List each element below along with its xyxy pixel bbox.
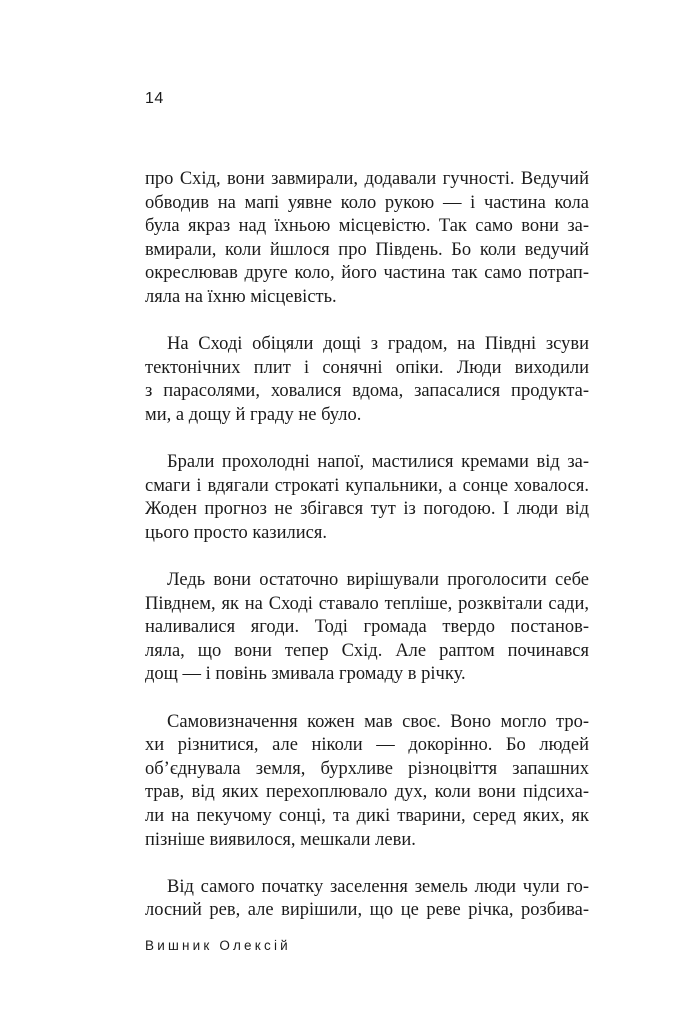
- text-line: з парасолями, ховалися вдома, запасалися продукта-: [145, 381, 589, 402]
- text-line: ляла на їхню місцевість.: [145, 286, 337, 307]
- text-line: трав, від яких перехоплювало дух, коли вони підсиха-: [145, 782, 589, 803]
- text-line: На Сході обіцяли дощі з градом, на Півдні зсуви: [167, 334, 589, 355]
- text-line: пізніше виявилося, мешкали леви.: [145, 829, 416, 850]
- text-line: Півднем, як на Сході ставало тепліше, розквітали сади,: [145, 593, 589, 614]
- text-line: була якраз над їхньою місцевістю. Так само вони за-: [145, 216, 589, 237]
- text-line: лосний рев, але вирішили, що це реве річка, розбива-: [145, 900, 589, 921]
- text-line: Брали прохолодні напої, мастилися кремами від за-: [167, 452, 589, 473]
- text-line: дощ — і повінь змивала громаду в річку.: [145, 664, 466, 685]
- text-line: ли на пекучому сонці, та дикі тварини, серед яких, як: [145, 806, 589, 827]
- paragraph-5: [145, 711, 589, 853]
- text-line: Від самого початку заселення земель люди чули го-: [167, 876, 589, 897]
- text-line: Ледь вони остаточно вирішували проголосити себе: [167, 570, 589, 591]
- text-line: ми, а дощу й граду не було.: [145, 404, 362, 425]
- text-line: обводив на мапі уявне коло рукою — і частина кола: [145, 192, 589, 213]
- text-line: цього просто казилися.: [145, 522, 327, 543]
- text-line: вмирали, коли йшлося про Південь. Бо коли ведучий: [145, 239, 589, 260]
- text-line: про Схід, вони завмирали, додавали гучності. Ведучий: [145, 169, 589, 189]
- text-line: смаги і вдягали строкаті купальники, а сонце ховалося.: [145, 475, 589, 496]
- paragraph-4: [145, 569, 589, 687]
- text-line: окреслював друге коло, його частина так само потрап-: [145, 263, 589, 284]
- page-number: 14: [145, 90, 164, 107]
- text-line: ляла, що вони тепер Схід. Але раптом починався: [145, 640, 589, 661]
- text-line: Жоден прогноз не збігався тут із погодою. І люди від: [145, 499, 589, 520]
- running-footer-author: Вишник Олексій: [145, 938, 291, 953]
- paragraph-3: [145, 451, 589, 545]
- text-line: тектонічних плит і сонячні опіки. Люди виходили: [145, 357, 589, 378]
- text-line: наливалися ягоди. Тоді громада твердо постанов-: [145, 617, 589, 638]
- paragraph-2: [145, 333, 589, 427]
- paragraph-1: [145, 168, 589, 310]
- body-text: [145, 168, 589, 947]
- text-line: Самовизначення кожен мав своє. Воно могло тро-: [167, 711, 589, 732]
- text-line: хи різнитися, але ніколи — докорінно. Бо людей: [145, 735, 589, 756]
- text-line: об’єднувала земля, бурхливе різноцвіття запашних: [145, 758, 589, 779]
- paragraph-6: [145, 876, 589, 923]
